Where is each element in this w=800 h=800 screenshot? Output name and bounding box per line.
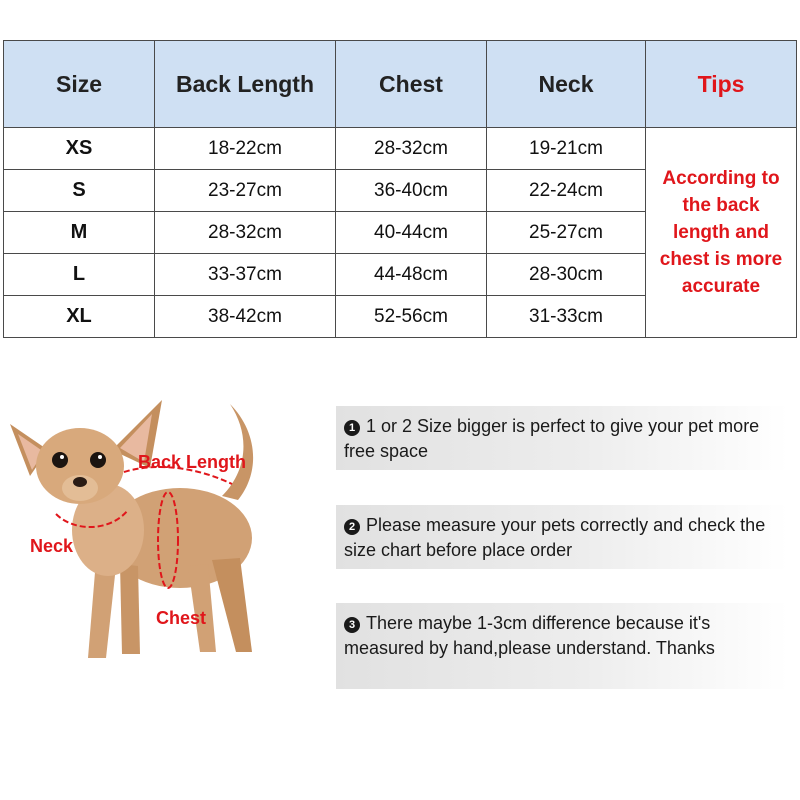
back-length-cell: 18-22cm xyxy=(155,128,336,170)
note-text: 1 or 2 Size bigger is perfect to give your pet more free space xyxy=(344,416,760,461)
note-2 xyxy=(336,505,788,569)
size-cell: S xyxy=(4,170,155,212)
dog-measurement-diagram xyxy=(0,390,300,690)
header-size: Size xyxy=(4,41,155,128)
chest-cell: 52-56cm xyxy=(336,296,487,338)
note-3 xyxy=(336,603,788,689)
header-neck: Neck xyxy=(487,41,646,128)
chest-cell: 36-40cm xyxy=(336,170,487,212)
header-chest: Chest xyxy=(336,41,487,128)
number-badge-3: 3 xyxy=(344,617,360,633)
neck-cell: 31-33cm xyxy=(487,296,646,338)
chest-cell: 40-44cm xyxy=(336,212,487,254)
back-length-cell: 38-42cm xyxy=(155,296,336,338)
size-cell: L xyxy=(4,254,155,296)
header-back-length: Back Length xyxy=(155,41,336,128)
tips-cell xyxy=(646,128,797,338)
note-text: There maybe 1-3cm difference because it's measured by hand,please understand. Thanks xyxy=(344,613,715,658)
back-length-label: Back Length xyxy=(138,452,247,472)
neck-label: Neck xyxy=(30,536,74,556)
neck-cell: 28-30cm xyxy=(487,254,646,296)
chest-label: Chest xyxy=(156,608,207,628)
size-cell: M xyxy=(4,212,155,254)
size-cell: XS xyxy=(4,128,155,170)
neck-cell: 19-21cm xyxy=(487,128,646,170)
table-row xyxy=(4,128,797,170)
header-tips: Tips xyxy=(646,41,797,128)
chest-cell: 28-32cm xyxy=(336,128,487,170)
neck-cell: 22-24cm xyxy=(487,170,646,212)
tips-text: According to the back length and chest is more accurate xyxy=(659,168,783,297)
note-1 xyxy=(336,406,788,470)
back-length-cell: 28-32cm xyxy=(155,212,336,254)
chest-cell: 44-48cm xyxy=(336,254,487,296)
size-cell: XL xyxy=(4,296,155,338)
neck-cell: 25-27cm xyxy=(487,212,646,254)
back-length-cell: 33-37cm xyxy=(155,254,336,296)
number-badge-1: 1 xyxy=(344,420,360,436)
size-chart-table xyxy=(3,40,797,338)
table-header-row xyxy=(4,41,797,128)
back-length-cell: 23-27cm xyxy=(155,170,336,212)
number-badge-2: 2 xyxy=(344,519,360,535)
note-text: Please measure your pets correctly and check the size chart before place order xyxy=(344,515,766,560)
